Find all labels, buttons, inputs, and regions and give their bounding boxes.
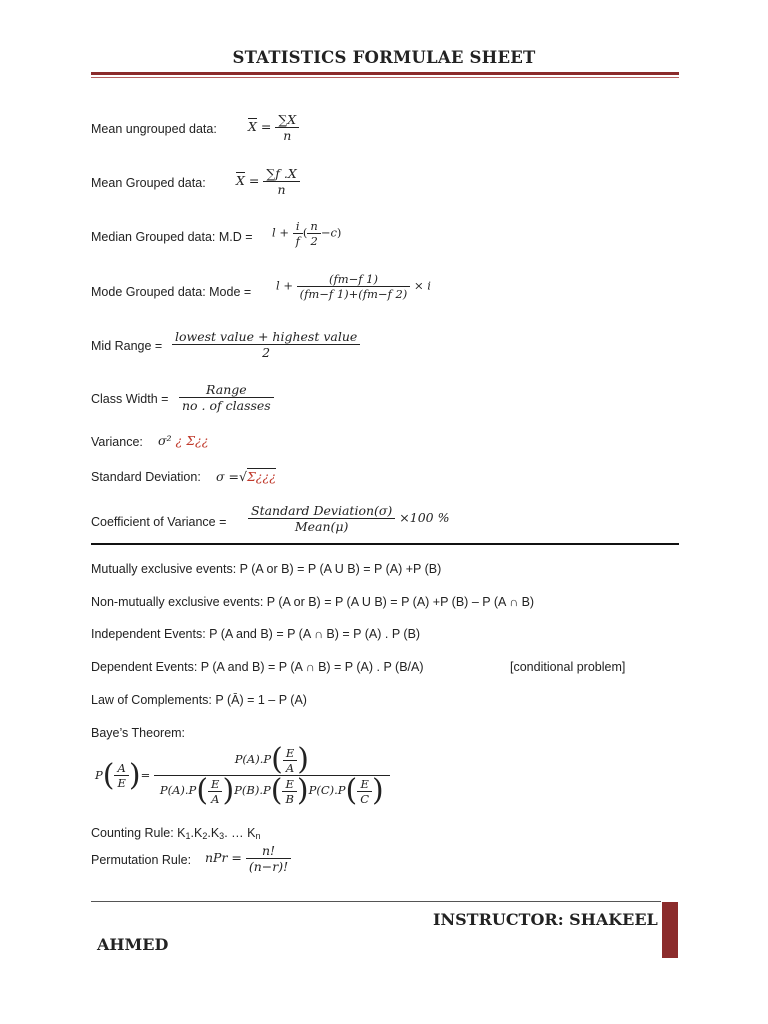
median-f-num: i — [293, 219, 303, 234]
class-width-label: Class Width = — [91, 392, 169, 406]
mutually-exclusive-rule: Mutually exclusive events: P (A or B) = P (A U B) = P (A) +P (B) — [91, 562, 442, 576]
counting-k2: .K — [190, 826, 203, 840]
counting-rule — [91, 826, 260, 841]
permutation-den: (n−r)! — [248, 859, 289, 874]
mean-grouped-lhs: X — [236, 173, 245, 188]
mean-grouped-label: Mean Grouped data: — [91, 176, 206, 190]
mode-num: (fm−f 1) — [297, 272, 411, 287]
mean-grouped-num: ∑f .X — [263, 166, 299, 182]
median-grouped-label: Median Grouped data: M.D = — [91, 230, 253, 244]
bayes-den-1: P(A).P — [159, 783, 197, 797]
bayes-rhs: P(A).P( $\frac{E}{A}$ ) P(A).P( $\frac{E}{A}$ )P(B).P( $\frac{E}{B}$ )P(C).P( $\frac{E}{C}$ ) — [154, 745, 390, 806]
counting-kn: . … K — [224, 826, 256, 840]
section-divider — [91, 543, 679, 545]
median-inner-den: 2 — [310, 234, 318, 248]
bayes-den-1-den: A — [211, 791, 220, 806]
mean-ungrouped-formula: X = $\frac{\sum X}{n}$ — [248, 112, 299, 143]
coef-var-den: Mean(μ) — [294, 519, 349, 534]
mid-range-den: 2 — [262, 345, 271, 360]
title-rule-thin — [91, 77, 679, 78]
bayes-den-2-den: B — [285, 791, 294, 806]
counting-sub-1: 1 — [185, 831, 191, 841]
std-dev-label: Standard Deviation: — [91, 470, 201, 484]
page-title: STATISTICS FORMULAE SHEET — [232, 48, 536, 67]
mode-expr-a: l + — [276, 278, 293, 293]
bayes-den-2-num: E — [282, 777, 296, 792]
mid-range-label: Mid Range = — [91, 339, 163, 353]
bayes-den-3: P(C).P — [308, 783, 346, 797]
counting-sub-3: 3 — [219, 831, 225, 841]
mean-grouped-formula: X = $\frac{\sum f .X}{n}$ — [236, 166, 300, 197]
coef-var-tail: ×100 % — [399, 510, 450, 525]
bayes-lhs-num: A — [114, 761, 128, 776]
variance-garbled: ¿ Σ¿¿ — [175, 433, 209, 448]
bayes-lhs-p: P — [95, 767, 103, 782]
bayes-formula — [95, 742, 390, 808]
conditional-problem-note: [conditional problem] — [510, 660, 626, 674]
median-expr-a: l + — [272, 225, 289, 240]
class-width-den: no . of classes — [182, 398, 271, 413]
variance-label: Variance: — [91, 435, 143, 449]
mode-grouped-formula — [276, 272, 431, 301]
mean-ungrouped-den: n — [283, 128, 292, 143]
std-dev-formula — [216, 469, 276, 484]
bayes-lhs: P( $\frac{A}{E}$ )= — [95, 757, 151, 793]
bayes-den-3-num: E — [357, 777, 372, 792]
coef-var-num: Standard Deviation(σ) — [248, 503, 395, 519]
footer-instructor: INSTRUCTOR: SHAKEEL — [433, 910, 658, 929]
counting-sub-n: n — [255, 831, 261, 841]
title-rule-thick — [91, 72, 679, 75]
bayes-theorem-label: Baye’s Theorem: — [91, 726, 186, 740]
mode-den: (fm−f 1)+(fm−f 2) — [299, 287, 408, 301]
class-width-formula — [179, 382, 274, 413]
std-dev-expr: σ =√ — [216, 469, 247, 484]
bayes-num-num: E — [283, 746, 297, 761]
median-inner-tail: −c — [320, 225, 337, 240]
mean-grouped-den: n — [277, 182, 286, 197]
mode-grouped-label: Mode Grouped data: Mode = — [91, 285, 252, 299]
footer-accent-bar — [662, 902, 678, 958]
footer-rule — [91, 901, 661, 902]
non-mutually-exclusive-rule: Non-mutually exclusive events: P (A or B) = P (A U B) = P (A) +P (B) – P (A ∩ B) — [91, 595, 535, 609]
counting-sub-2: 2 — [202, 831, 208, 841]
permutation-formula — [205, 843, 291, 874]
mean-ungrouped-label: Mean ungrouped data: — [91, 122, 217, 136]
permutation-label: Permutation Rule: — [91, 853, 192, 867]
counting-label: Counting Rule: K — [91, 826, 186, 840]
median-grouped-formula: l + $\frac{i}{f}$ ( $\frac{n}{2}$ −c) — [272, 219, 342, 248]
bayes-lhs-den: E — [117, 776, 126, 790]
median-f-den: f — [295, 234, 300, 248]
mid-range-num: lowest value + highest value — [172, 329, 360, 345]
mid-range-formula — [172, 329, 360, 360]
mean-ungrouped-lhs: X — [248, 119, 257, 134]
class-width-num: Range — [179, 382, 274, 398]
bayes-den-3-den: C — [360, 791, 370, 806]
mode-tail: × i — [413, 278, 431, 293]
bayes-num-a: P(A).P — [234, 752, 272, 766]
independent-events-rule: Independent Events: P (A and B) = P (A ∩ B) = P (A) . P (B) — [91, 627, 421, 641]
counting-k3: .K — [207, 826, 220, 840]
footer-name: AHMED — [97, 935, 169, 954]
variance-expr: σ² — [158, 433, 172, 448]
dependent-events-rule: Dependent Events: P (A and B) = P (A ∩ B) = P (A) . P (B/A) — [91, 660, 424, 674]
permutation-lhs: nPr = — [205, 850, 242, 865]
permutation-num: n! — [246, 843, 291, 859]
bayes-den-2: P(B).P — [234, 783, 271, 797]
bayes-den-1-num: E — [208, 777, 222, 792]
law-of-complements-rule: Law of Complements: P (Ā) = 1 – P (A) — [91, 693, 307, 707]
coef-var-label: Coefficient of Variance = — [91, 515, 227, 529]
bayes-num-den: A — [285, 760, 295, 775]
variance-formula — [158, 433, 208, 448]
coef-var-formula — [248, 503, 449, 534]
median-inner-num: n — [307, 219, 320, 234]
std-dev-garbled: Σ¿¿¿ — [246, 469, 276, 484]
mean-ungrouped-num: ∑X — [275, 112, 299, 128]
